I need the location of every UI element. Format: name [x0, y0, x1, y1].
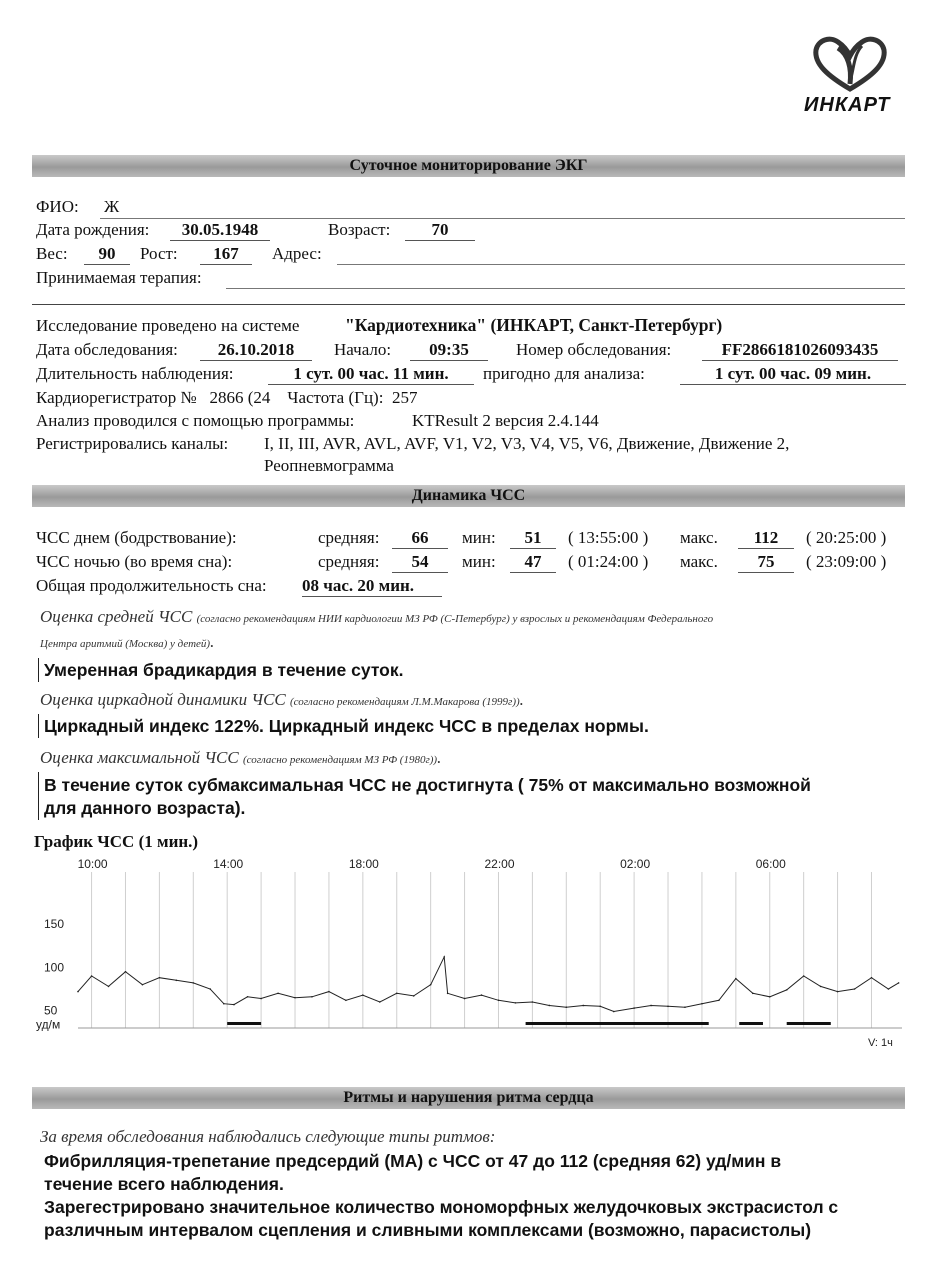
study-date-label: Дата обследования:: [36, 340, 178, 359]
hr-day-min-time: ( 13:55:00 ): [568, 528, 649, 547]
hr-point: [820, 986, 822, 988]
logo-heart-icon: [808, 34, 892, 94]
hr-day-label: ЧСС днем (бодрствование):: [36, 528, 237, 547]
hr-point: [599, 1006, 601, 1008]
sleep-label: Общая продолжительность сна:: [36, 576, 267, 595]
hr-day-min-label: мин:: [462, 528, 496, 547]
hr-point: [650, 1005, 652, 1007]
max-assess-result-2: для данного возраста).: [44, 798, 246, 818]
hr-point: [515, 1002, 517, 1004]
duration-value: 1 сут. 00 час. 11 мин.: [268, 364, 474, 385]
channels-line2: Реопневмограмма: [264, 456, 394, 475]
study-date-value: 26.10.2018: [200, 340, 312, 361]
hr-point: [464, 998, 466, 1000]
hr-point: [413, 995, 415, 997]
weight-label: Вес:: [36, 244, 68, 263]
hr-point: [871, 977, 873, 979]
hr-day-max-label: макс.: [680, 528, 718, 547]
hr-night-avg-label: средняя:: [318, 552, 380, 571]
hr-point: [108, 986, 110, 988]
rhythm-intro: За время обследования наблюдались следующие типы ритмов:: [40, 1127, 496, 1146]
hr-point: [159, 977, 161, 979]
height-value: 167: [200, 244, 252, 265]
hr-night-min: 47: [510, 552, 556, 573]
chart-footer-label: V: 1ч: [868, 1037, 893, 1049]
hr-point: [77, 991, 79, 993]
y-tick-label: 50: [44, 1003, 58, 1018]
duration-label: Длительность наблюдения:: [36, 364, 234, 383]
avg-assess-result: Умеренная брадикардия в течение суток.: [44, 660, 404, 680]
hr-night-min-label: мин:: [462, 552, 496, 571]
hr-day-avg: 66: [392, 528, 448, 549]
hr-point: [667, 1006, 669, 1008]
hr-point: [233, 1004, 235, 1006]
hr-point: [532, 1001, 534, 1003]
hr-day-max-time: ( 20:25:00 ): [806, 528, 887, 547]
x-tick-label: 14:00: [213, 857, 244, 871]
hr-point: [898, 982, 900, 984]
rhythm-p1-line2: течение всего наблюдения.: [44, 1174, 284, 1194]
hr-point: [447, 993, 449, 995]
hr-night-max-label: макс.: [680, 552, 718, 571]
fio-value: Ж: [104, 197, 120, 216]
hr-point: [549, 1005, 551, 1007]
rhythm-p2-line1: Зарегестрировано значительное количество мономорфных желудочковых экстрасистол с: [44, 1197, 839, 1217]
x-tick-label: 02:00: [620, 857, 651, 871]
hr-point: [769, 996, 771, 998]
avg-assess-title: Оценка средней ЧСС (согласно рекомендациям НИИ кардиологии МЗ РФ (С-Петербург) у взрослых и рекомендациям Федерального: [40, 607, 714, 626]
hr-point: [565, 1006, 567, 1008]
hr-point: [176, 980, 178, 982]
channels-label: Регистрировались каналы:: [36, 434, 229, 453]
hr-point: [91, 975, 93, 977]
chart-title: График ЧСС (1 мин.): [34, 832, 199, 851]
recorder-line: Кардиорегистратор № 2866 (24 Частота (Гц): 257: [36, 388, 418, 407]
section-header-ecg: Суточное мониторирование ЭКГ: [32, 155, 905, 177]
hr-point: [260, 998, 262, 1000]
hr-day-min: 51: [510, 528, 556, 549]
hr-point: [192, 982, 194, 984]
logo-text: ИНКАРТ: [804, 94, 891, 116]
hr-day-avg-label: средняя:: [318, 528, 380, 547]
circ-assess-title: Оценка циркадной динамики ЧСС (согласно рекомендациям Л.М.Макарова (1999г)).: [40, 690, 524, 709]
section-header-hr: Динамика ЧСС: [32, 485, 905, 507]
hr-point: [854, 988, 856, 990]
circ-assess-result: Циркадный индекс 122%. Циркадный индекс ЧСС в пределах нормы.: [44, 716, 649, 736]
hr-point: [328, 991, 330, 993]
section-header-rhythm: Ритмы и нарушения ритма сердца: [32, 1087, 905, 1109]
hr-point: [142, 984, 144, 986]
hr-point: [701, 1003, 703, 1005]
hr-night-max-time: ( 23:09:00 ): [806, 552, 887, 571]
hr-night-max: 75: [738, 552, 794, 573]
x-tick-label: 06:00: [755, 857, 786, 871]
hr-point: [311, 996, 313, 998]
dob-value: 30.05.1948: [170, 220, 270, 241]
hr-point: [498, 999, 500, 1001]
dob-label: Дата рождения:: [36, 220, 150, 239]
hr-point: [786, 989, 788, 991]
hr-point: [613, 1011, 615, 1013]
program-label: Анализ проводился с помощью программы:: [36, 411, 355, 430]
max-assess-result-1: В течение суток субмаксимальная ЧСС не достигнута ( 75% от максимально возможной: [44, 775, 811, 795]
system-value: "Кардиотехника" (ИНКАРТ, Санкт-Петербург): [345, 315, 723, 335]
system-label: Исследование проведено на системе: [36, 316, 300, 335]
hr-point: [209, 988, 211, 990]
hr-point: [888, 988, 890, 990]
rhythm-p1-line1: Фибрилляция-трепетание предсердий (МА) с ЧСС от 47 до 112 (средняя 62) уд/мин в: [44, 1151, 782, 1171]
hr-point: [718, 999, 720, 1001]
x-tick-label: 18:00: [348, 857, 379, 871]
x-tick-label: 10:00: [77, 857, 108, 871]
hr-point: [345, 999, 347, 1001]
sleep-period-bar: [526, 1022, 709, 1025]
sleep-value: 08 час. 20 мин.: [302, 576, 442, 597]
valid-label: пригодно для анализа:: [483, 364, 645, 383]
hr-point: [735, 978, 737, 980]
valid-value: 1 сут. 00 час. 09 мин.: [680, 364, 906, 385]
age-label: Возраст:: [328, 220, 391, 239]
age-value: 70: [405, 220, 475, 241]
address-label: Адрес:: [272, 244, 322, 263]
hr-point: [294, 997, 296, 999]
hr-point: [125, 971, 127, 973]
hr-night-label: ЧСС ночью (во время сна):: [36, 552, 233, 571]
channels-line1: I, II, III, AVR, AVL, AVF, V1, V2, V3, V4, V5, V6, Движение, Движение 2,: [264, 434, 790, 453]
weight-value: 90: [84, 244, 130, 265]
hr-point: [443, 956, 445, 958]
hr-point: [430, 984, 432, 986]
hr-point: [223, 1003, 225, 1005]
hr-point: [481, 994, 483, 996]
avg-assess-note2: Центра аритмий (Москва) у детей).: [40, 632, 215, 651]
logo: [804, 34, 892, 124]
program-value: KTResult 2 версия 2.4.144: [412, 411, 599, 430]
hr-night-avg: 54: [392, 552, 448, 573]
hr-point: [362, 994, 364, 996]
height-label: Рост:: [140, 244, 178, 263]
therapy-label: Принимаемая терапия:: [36, 268, 202, 287]
sleep-period-bar: [787, 1022, 831, 1025]
hr-point: [837, 991, 839, 993]
start-label: Начало:: [334, 340, 392, 359]
hr-point: [752, 993, 754, 995]
hr-series-line: [78, 957, 899, 1012]
hr-point: [582, 1005, 584, 1007]
y-tick-label: 150: [44, 917, 65, 931]
hr-point: [379, 1001, 381, 1003]
hr-point: [684, 1006, 686, 1008]
study-number-label: Номер обследования:: [516, 340, 672, 359]
hr-point: [247, 996, 249, 998]
y-tick-label: 100: [44, 960, 65, 975]
hr-day-max: 112: [738, 528, 794, 549]
start-value: 09:35: [410, 340, 488, 361]
hr-point: [396, 993, 398, 995]
sleep-period-bar: [739, 1022, 763, 1025]
max-assess-title: Оценка максимальной ЧСС (согласно рекомендациям МЗ РФ (1980г)).: [40, 748, 442, 767]
sleep-period-bar: [227, 1022, 261, 1025]
study-number-value: FF286618102609343​5: [702, 340, 898, 361]
hr-night-min-time: ( 01:24:00 ): [568, 552, 649, 571]
x-tick-label: 22:00: [484, 857, 515, 871]
rhythm-p2-line2: различным интервалом сцепления и сливными комплексами (возможно, парасистолы): [44, 1220, 812, 1240]
hr-point: [277, 993, 279, 995]
hr-point: [633, 1007, 635, 1009]
fio-label: ФИО:: [36, 197, 79, 216]
y-axis-label: уд/м: [36, 1017, 61, 1032]
hr-chart: [30, 850, 910, 1050]
hr-point: [803, 975, 805, 977]
